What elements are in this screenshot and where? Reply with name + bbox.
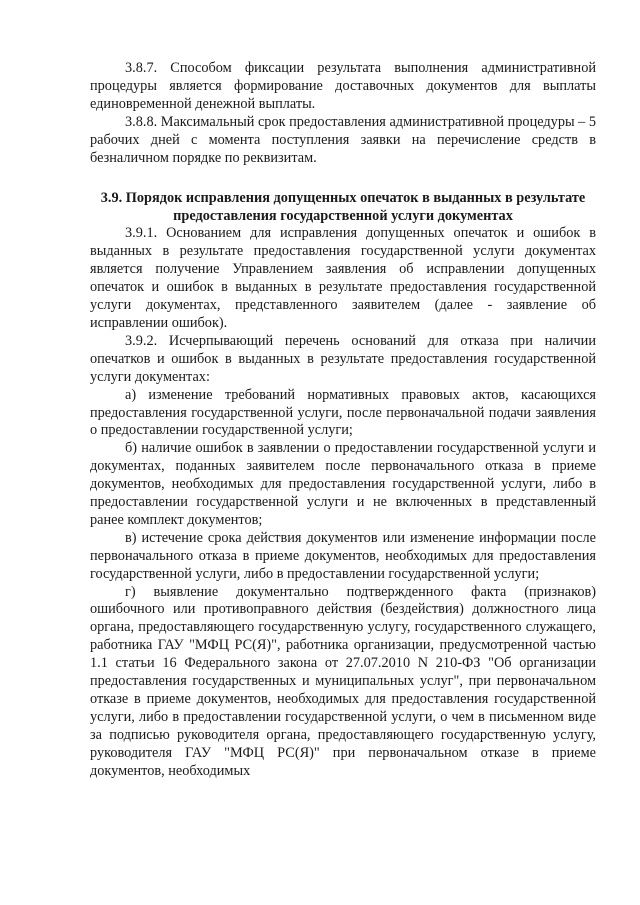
paragraph-3-8-7: 3.8.7. Способом фиксации результата выполнения административной процедуры является формирование доставочных документов для выплаты единовременной денежной выплаты.: [90, 60, 596, 112]
paragraph-3-8-8: 3.8.8. Максимальный срок предоставления административной процедуры – 5 рабочих дней с момента поступления заявки на перечисление средств в безналичном порядке по реквизитам.: [90, 113, 597, 166]
document-page: [90, 60, 596, 781]
list-item-v: в) истечение срока действия документов или изменение информации после первоначального отказа в приеме документов, необходимых для предоставления государственной услуги, либо в предоставлении государственной услуги;: [90, 529, 596, 582]
list-item-g: г) выявление документально подтвержденного факта (признаков) ошибочного или противоправного действия (бездействия) должностного лица органа, предоставляющего государственную услугу, государственного служащего, работника ГАУ "МФЦ РС(Я)", работника организации, предусмотренной частью 1.1 статьи 16 Федерального закона от 27.07.2010 N 210-ФЗ "Об организации предоставления государственных и муниципальных услуг", при первоначальном отказе в приеме документов, необходимых для предоставления государственной услуги, либо в предоставлении государственной услуги, о чем в письменном виде за подписью руководителя органа, предоставляющего государственную услугу, руководителя ГАУ "МФЦ РС(Я)" при первоначальном отказе в приеме документов, необходимых: [90, 583, 596, 779]
paragraph-3-9-2: 3.9.2. Исчерпывающий перечень оснований для отказа при наличии опечатков и ошибок в выданных в результате предоставления государственной услуги документах:: [90, 332, 596, 385]
list-item-a: а) изменение требований нормативных правовых актов, касающихся предоставления государственной услуги, после первоначальной подачи заявления о предоставлении государственной услуги;: [90, 386, 596, 439]
list-item-b: б) наличие ошибок в заявлении о предоставлении государственной услуги и документах, поданных заявителем после первоначального отказа в приеме документов, необходимых для предоставления государственной услуги, либо в предоставлении государственной услуги и не включенных в представленный ранее комплект документов;: [90, 440, 596, 528]
section-heading-3-9: 3.9. Порядок исправления допущенных опечаток в выданных в результате предоставления государственной услуги документах: [100, 190, 586, 225]
paragraph-3-9-1: 3.9.1. Основанием для исправления допущенных опечаток и ошибок в выданных в результате предоставления государственной услуги документах является получение Управлением заявления об исправлении допущенных опечаток и ошибок в выданных в результате предоставления государственной услуги документах, представленного заявителем (далее - заявление об исправлении ошибок).: [90, 225, 596, 331]
